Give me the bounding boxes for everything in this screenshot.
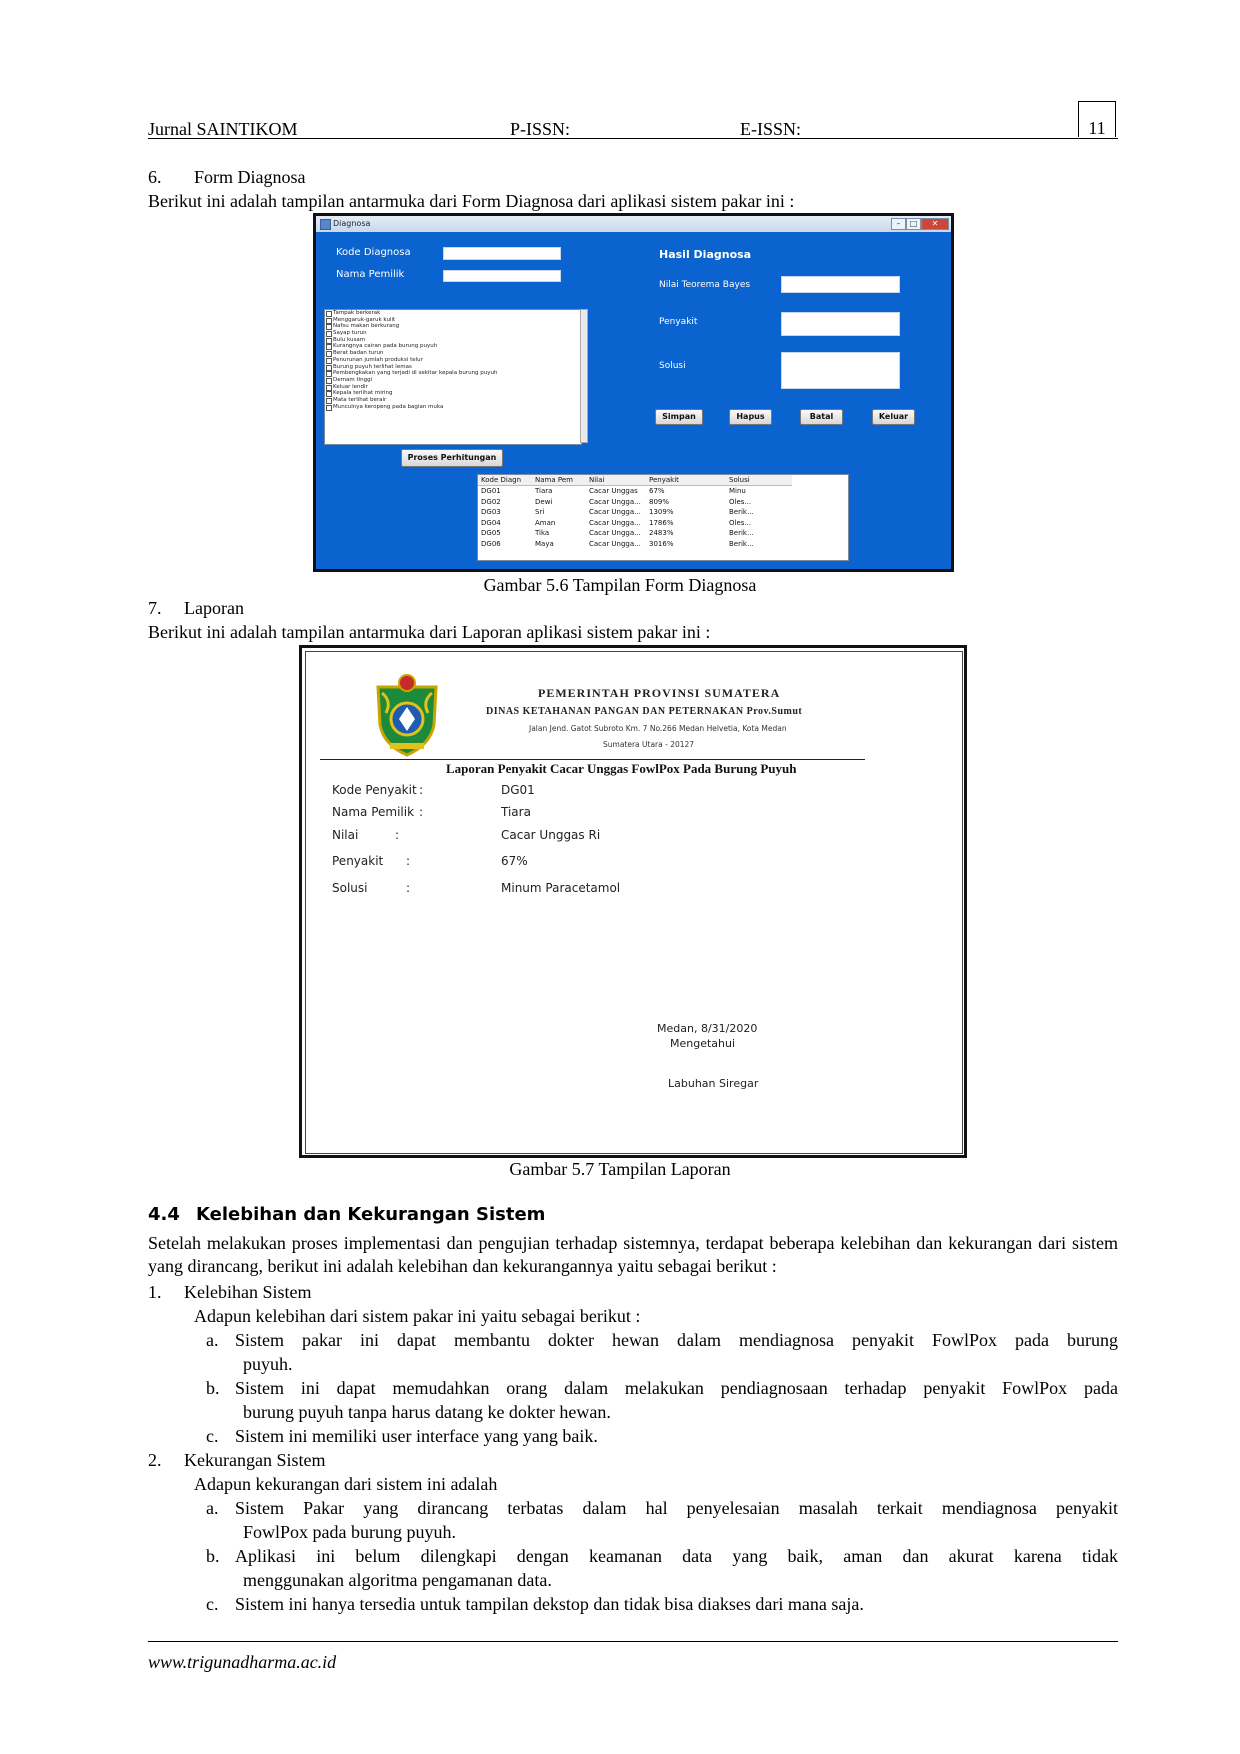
- section-4-4-title: Kelebihan dan Kekurangan Sistem: [196, 1204, 546, 1225]
- report-field-colon: :: [419, 805, 424, 819]
- kelebihan-item-line-2: puyuh.: [243, 1354, 293, 1374]
- report-field-label: Solusi: [332, 881, 368, 895]
- kelebihan-item-marker: c.: [206, 1426, 219, 1446]
- report-field-value: Cacar Unggas Ri: [501, 828, 601, 842]
- table-column-header[interactable]: Solusi: [726, 475, 792, 486]
- table-cell: Cacar Ungga...: [589, 529, 641, 538]
- symptom-checkbox[interactable]: Sayap turun: [325, 330, 581, 337]
- kode-diagnosa-label: Kode Diagnosa: [336, 247, 411, 258]
- table-cell: DG03: [481, 508, 501, 517]
- table-cell: Cacar Ungga...: [589, 508, 641, 517]
- table-cell: Oles...: [729, 518, 752, 527]
- section-6-title: Form Diagnosa: [194, 167, 306, 187]
- table-cell: DG01: [481, 487, 501, 496]
- symptom-checkbox[interactable]: Tampak berkerak: [325, 310, 581, 317]
- kelebihan-item-line-1: Sistem ini memiliki user interface yang yang baik.: [235, 1426, 598, 1446]
- close-icon[interactable]: ✕: [921, 218, 949, 230]
- symptom-checkbox[interactable]: Kurangnya cairan pada burung puyuh: [325, 343, 581, 350]
- report-field-colon: :: [419, 783, 424, 797]
- section-7-title: Laporan: [184, 598, 244, 618]
- section-6-number: 6.: [148, 167, 162, 187]
- table-row[interactable]: [478, 539, 792, 550]
- kekurangan-item-marker: a.: [206, 1498, 219, 1518]
- table-cell: Tiara: [535, 487, 553, 496]
- table-cell: Cacar Ungga...: [589, 497, 641, 506]
- solusi-input[interactable]: [781, 352, 900, 389]
- kekurangan-number: 2.: [148, 1450, 162, 1470]
- symptom-checkbox[interactable]: Pembengkakan yang terjadi di sekitar kepala burung puyuh: [325, 370, 581, 377]
- table-column-header[interactable]: Nama Pem: [532, 475, 586, 486]
- table-cell: Tika: [535, 529, 550, 538]
- penyakit-label: Penyakit: [659, 317, 698, 327]
- nilai-bayes-input[interactable]: [781, 276, 900, 293]
- proses-perhitungan-button[interactable]: Proses Perhitungan: [401, 449, 503, 467]
- kelebihan-item-marker: b.: [206, 1378, 220, 1398]
- report-title: Laporan Penyakit Cacar Unggas FowlPox Pada Burung Puyuh: [446, 761, 797, 776]
- table-row[interactable]: [478, 528, 792, 539]
- table-cell: 1786%: [649, 518, 674, 527]
- journal-name: Jurnal SAINTIKOM: [148, 119, 298, 139]
- symptom-checkbox[interactable]: Menggaruk-garuk kulit: [325, 317, 581, 324]
- window-title: Diagnosa: [333, 219, 371, 228]
- kelebihan-item-line-1: Sistem pakar ini dapat membantu dokter hewan dalam mendiagnosa penyakit FowlPox pada burung: [235, 1330, 1118, 1350]
- kelebihan-item-marker: a.: [206, 1330, 219, 1350]
- table-cell: Berik...: [729, 508, 754, 517]
- section-4-4-number: 4.4: [148, 1204, 180, 1225]
- table-cell: Oles...: [729, 497, 752, 506]
- symptom-checkbox[interactable]: Nafsu makan berkurang: [325, 323, 581, 330]
- table-cell: Berik...: [729, 539, 754, 548]
- symptom-checkbox[interactable]: Burung puyuh terlihat lemas: [325, 364, 581, 371]
- gejala-checklist[interactable]: [324, 309, 582, 445]
- symptom-checkbox[interactable]: Keluar lendir: [325, 384, 581, 391]
- report-field-value: Minum Paracetamol: [501, 881, 621, 895]
- table-cell: DG02: [481, 497, 501, 506]
- report-address-line-2: Sumatera Utara - 20127: [603, 740, 695, 749]
- table-cell: 67%: [649, 487, 665, 496]
- form-diagnosa-screenshot: [313, 213, 954, 572]
- report-field-label: Nilai: [332, 828, 359, 842]
- kekurangan-title: Kekurangan Sistem: [184, 1450, 326, 1470]
- report-org-line-2: DINAS KETAHANAN PANGAN DAN PETERNAKAN Prov.Sumut: [486, 706, 803, 717]
- section-7-intro: Berikut ini adalah tampilan antarmuka dari Laporan aplikasi sistem pakar ini :: [148, 622, 711, 642]
- symptom-checkbox[interactable]: Bulu kusam: [325, 337, 581, 344]
- footer-rule: [148, 1641, 1118, 1642]
- report-address-line-1: Jalan Jend. Gatot Subroto Km. 7 No.266 Medan Helvetia, Kota Medan: [529, 724, 787, 733]
- table-column-header[interactable]: Nilai: [586, 475, 646, 486]
- kekurangan-item-line-1: Sistem Pakar yang dirancang terbatas dalam hal penyelesaian masalah terkait mendiagnosa penyakit: [235, 1498, 1118, 1518]
- table-cell: 1309%: [649, 508, 674, 517]
- section-4-4-paragraph: Setelah melakukan proses implementasi dan pengujian terhadap sistemnya, terdapat beberapa kelebihan dan kekurangan dari sistem yang dirancang, berikut ini adalah kelebihan dan kekurangannya yaitu sebagai berikut :: [148, 1233, 1118, 1276]
- table-cell: Aman: [535, 518, 556, 527]
- window-titlebar: [316, 216, 951, 232]
- symptom-checkbox[interactable]: Munculnya keropeng pada bagian muka: [325, 404, 581, 411]
- kekurangan-item-line-2: menggunakan algoritma pengamanan data.: [243, 1570, 552, 1590]
- solusi-label: Solusi: [659, 361, 686, 371]
- diagnosa-table[interactable]: [477, 474, 849, 561]
- section-7-number: 7.: [148, 598, 162, 618]
- kekurangan-item-marker: c.: [206, 1594, 219, 1614]
- symptom-checkbox[interactable]: Mata terlihat berair: [325, 397, 581, 404]
- section-6-intro: Berikut ini adalah tampilan antarmuka dari Form Diagnosa dari aplikasi sistem pakar ini :: [148, 191, 795, 211]
- report-field-label: Nama Pemilik: [332, 805, 415, 819]
- nama-pemilik-input[interactable]: [443, 270, 561, 282]
- table-cell: DG04: [481, 518, 501, 527]
- hapus-button[interactable]: Hapus: [729, 409, 772, 425]
- table-cell: Berik...: [729, 529, 754, 538]
- minimize-icon[interactable]: –: [891, 218, 906, 230]
- penyakit-input[interactable]: [781, 312, 900, 336]
- report-signer: Labuhan Siregar: [668, 1077, 759, 1090]
- kode-diagnosa-input[interactable]: [443, 247, 561, 260]
- table-cell: 3016%: [649, 539, 674, 548]
- report-org-line-1: PEMERINTAH PROVINSI SUMATERA: [538, 686, 781, 700]
- report-field-colon: :: [406, 881, 411, 895]
- report-place-date: Medan, 8/31/2020: [657, 1022, 758, 1035]
- table-cell: Cacar Ungga...: [589, 518, 641, 527]
- symptom-checkbox[interactable]: Berat badan turun: [325, 350, 581, 357]
- report-mengetahui: Mengetahui: [670, 1037, 736, 1050]
- keluar-button[interactable]: Keluar: [872, 409, 915, 425]
- table-cell: Maya: [535, 539, 554, 548]
- report-field-colon: :: [395, 828, 400, 842]
- kekurangan-intro: Adapun kekurangan dari sistem ini adalah: [194, 1474, 498, 1494]
- table-row[interactable]: [478, 497, 792, 508]
- kelebihan-item-line-1: Sistem ini dapat memudahkan orang dalam melakukan pendiagnosaan terhadap penyakit FowlPox pada: [235, 1378, 1118, 1398]
- footer-website: www.trigunadharma.ac.id: [148, 1652, 337, 1672]
- kelebihan-title: Kelebihan Sistem: [184, 1282, 312, 1302]
- symptom-checkbox[interactable]: Penurunan jumlah produksi telur: [325, 357, 581, 364]
- checklist-scrollbar[interactable]: [580, 309, 588, 443]
- table-cell: Minu: [729, 487, 746, 496]
- report-field-label: Penyakit: [332, 854, 384, 868]
- kekurangan-item-line-1: Aplikasi ini belum dilengkapi dengan keamanan data yang baik, aman dan akurat karena tidak: [235, 1546, 1118, 1566]
- nilai-bayes-label: Nilai Teorema Bayes: [659, 280, 751, 290]
- header-rule: [148, 138, 1118, 139]
- province-emblem-logo: [372, 673, 442, 757]
- kelebihan-intro: Adapun kelebihan dari sistem pakar ini yaitu sebagai berikut :: [194, 1306, 641, 1326]
- table-cell: DG06: [481, 539, 501, 548]
- kekurangan-item-marker: b.: [206, 1546, 220, 1566]
- table-row[interactable]: [478, 486, 792, 497]
- table-cell: Cacar Ungga...: [589, 539, 641, 548]
- table-cell: Cacar Unggas: [589, 487, 638, 496]
- table-cell: Sri: [535, 508, 545, 517]
- table-row[interactable]: [478, 518, 792, 529]
- eissn-label: E-ISSN:: [740, 119, 802, 139]
- simpan-button[interactable]: Simpan: [655, 409, 703, 425]
- hasil-diagnosa-title: Hasil Diagnosa: [659, 248, 752, 261]
- batal-button[interactable]: Batal: [800, 409, 843, 425]
- table-cell: DG05: [481, 529, 501, 538]
- report-field-label: Kode Penyakit: [332, 783, 417, 797]
- report-field-colon: :: [406, 854, 411, 868]
- report-field-value: Tiara: [501, 805, 531, 819]
- app-icon: [320, 219, 331, 230]
- table-cell: 809%: [649, 497, 670, 506]
- figure-5-7-caption: Gambar 5.7 Tampilan Laporan: [509, 1159, 731, 1179]
- nama-pemilik-label: Nama Pemilik: [336, 269, 405, 280]
- laporan-screenshot: [299, 645, 967, 1158]
- report-field-value: 67%: [501, 854, 528, 868]
- symptom-checkbox[interactable]: Demam tinggi: [325, 377, 581, 384]
- pissn-label: P-ISSN:: [510, 119, 571, 139]
- table-column-header[interactable]: Kode Diagn: [478, 475, 532, 486]
- table-row[interactable]: [478, 507, 792, 518]
- table-cell: Dewi: [535, 497, 553, 506]
- kekurangan-item-line-1: Sistem ini hanya tersedia untuk tampilan dekstop dan tidak bisa diakses dari mana saja.: [235, 1594, 864, 1614]
- table-cell: 2483%: [649, 529, 674, 538]
- kekurangan-item-line-2: FowlPox pada burung puyuh.: [243, 1522, 456, 1542]
- figure-5-6-caption: Gambar 5.6 Tampilan Form Diagnosa: [483, 575, 757, 595]
- report-field-value: DG01: [501, 783, 535, 797]
- symptom-checkbox[interactable]: Kepala terlihat miring: [325, 390, 581, 397]
- table-column-header[interactable]: Penyakit: [646, 475, 726, 486]
- maximize-icon[interactable]: □: [906, 218, 921, 230]
- report-header-rule: [320, 759, 865, 760]
- kelebihan-number: 1.: [148, 1282, 162, 1302]
- page-number: 11: [1078, 101, 1116, 137]
- kelebihan-item-line-2: burung puyuh tanpa harus datang ke dokter hewan.: [243, 1402, 611, 1422]
